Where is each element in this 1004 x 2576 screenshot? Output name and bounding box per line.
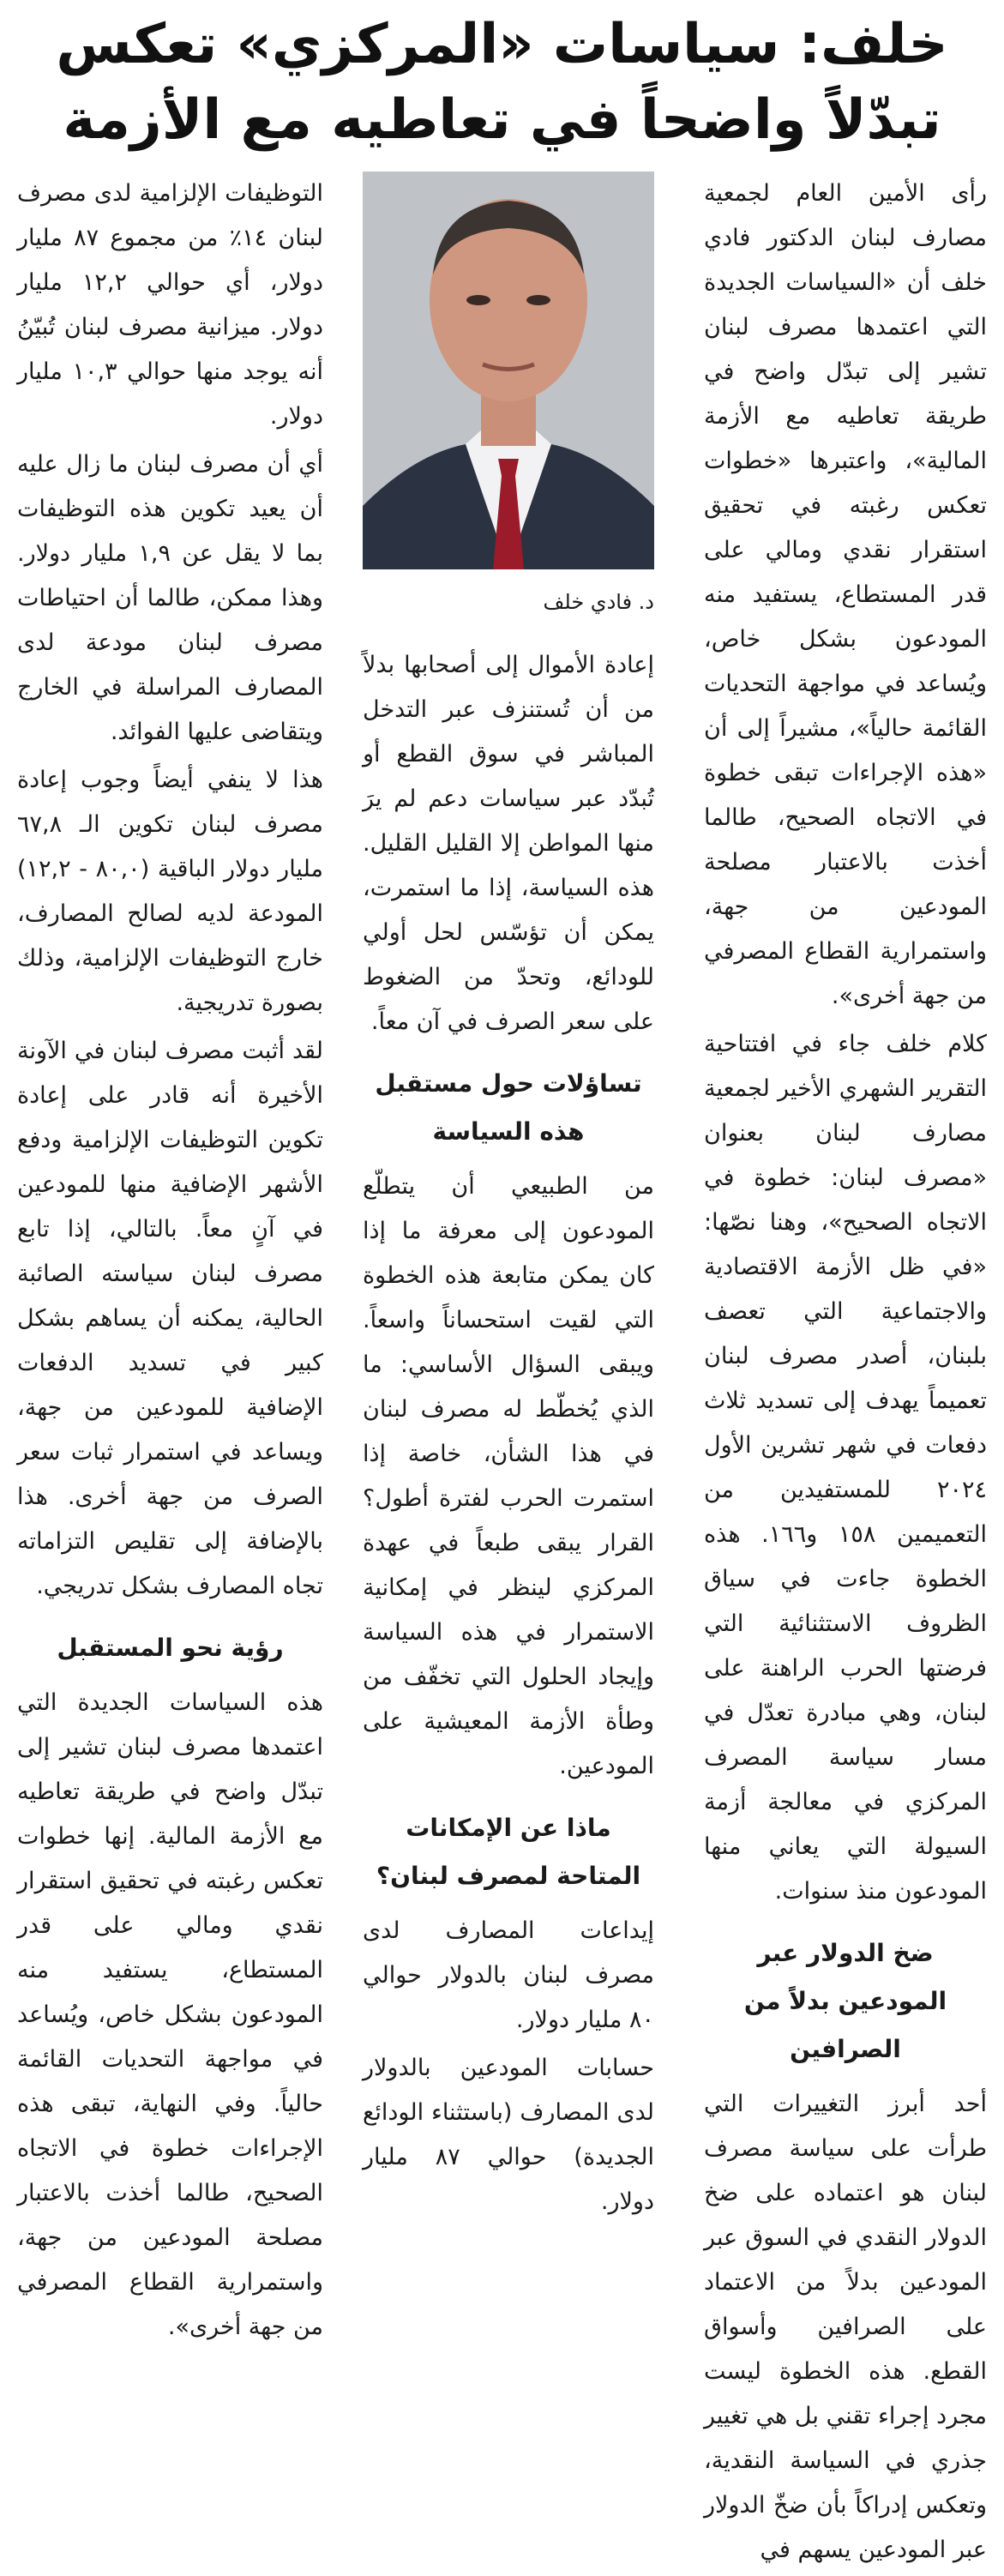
- paragraph: رأى الأمين العام لجمعية مصارف لبنان الدكتور فادي خلف أن «السياسات الجديدة التي اعتمدها مصرف لبنان تشير إلى تبدّل واضح في طريقة تعاطيه مع الأزمة المالية»، واعتبرها «خطوات تعكس رغبته في تحقيق استقرار نقدي ومالي على قدر المستطاع، يستفيد منه المودعون بشكل خاص، ويُساعد في مواجهة التحديات القائمة حالياً»، مشيراً إلى أن «هذه الإجراءات تبقى خطوة في الاتجاه الصحيح، طالما أخذت بالاعتبار مصلحة المودعين من جهة، واستمرارية القطاع المصرفي من جهة أخرى».: [704, 180, 987, 1009]
- section-heading: ضخ الدولار عبر المودعين بدلاً من الصرافين: [743, 1939, 947, 2063]
- column-left: [17, 172, 323, 2353]
- portrait-illustration: [363, 172, 654, 569]
- paragraph: أي أن مصرف لبنان ما زال عليه أن يعيد تكوين هذه التوظيفات بما لا يقل عن ١,٩ مليار دولار. وهذا ممكن، طالما أن احتياطات مصرف لبنان مودعة لدى المصارف المراسلة في الخارج ويتقاضى عليها الفوائد.: [17, 451, 323, 745]
- column-middle: [363, 643, 654, 2228]
- paragraph: هذه السياسات الجديدة التي اعتمدها مصرف لبنان تشير إلى تبدّل واضح في طريقة تعاطيه مع الأزمة المالية. إنها خطوات تعكس رغبته في تحقيق استقرار نقدي ومالي على قدر المستطاع، يستفيد منه المودعون بشكل خاص، ويُساعد في مواجهة التحديات القائمة حالياً. وفي النهاية، تبقى هذه الإجراءات خطوة في الاتجاه الصحيح، طالما أخذت بالاعتبار مصلحة المودعين من جهة، واستمرارية القطاع المصرفي من جهة أخرى».: [17, 1689, 323, 2340]
- section-heading: تساؤلات حول مستقبل هذه السياسة: [375, 1069, 642, 1146]
- paragraph: لقد أثبت مصرف لبنان في الآونة الأخيرة أنه قادر على إعادة تكوين التوظيفات الإلزامية ودفع الأشهر الإضافية منها للمودعين في آنٍ معاً. بالتالي، إذا تابع مصرف لبنان سياسته الصائبة الحالية، يمكنه أن يساهم بشكل كبير في تسديد الدفعات الإضافية للمودعين من جهة، ويساعد في استمرار ثبات سعر الصرف من جهة أخرى. هذا بالإضافة إلى تقليص التزاماته تجاه المصارف بشكل تدريجي.: [17, 1038, 323, 1599]
- section-heading: رؤية نحو المستقبل: [57, 1634, 284, 1662]
- paragraph: حسابات المودعين بالدولار لدى المصارف (باستثناء الودائع الجديدة) حوالي ٨٧ مليار دولار.: [363, 2055, 654, 2215]
- paragraph: إعادة الأموال إلى أصحابها بدلاً من أن تُستنزف عبر التدخل المباشر في سوق القطع أو تُبدّد عبر سياسات دعم لم يرَ منها المواطن إلا القليل القليل. هذه السياسة، إذا ما استمرت، يمكن أن تؤسّس لحل أولي للودائع، وتحدّ من الضغوط على سعر الصرف في آن معاً.: [363, 652, 654, 1035]
- portrait-photo: [363, 172, 654, 569]
- paragraph: التوظيفات الإلزامية لدى مصرف لبنان ١٤٪ من مجموع ٨٧ مليار دولار، أي حوالي ١٢,٢ مليار دولار. ميزانية مصرف لبنان تُبيّنُ أنه يوجد منها حوالي ١٠,٣ مليار دولار.: [17, 180, 323, 430]
- paragraph: هذا لا ينفي أيضاً وجوب إعادة مصرف لبنان تكوين الـ ٦٧,٨ مليار دولار الباقية (٨٠,٠ - ١٢,٢) المودعة لديه لصالح المصارف، خارج التوظيفات الإلزامية، وذلك بصورة تدريجية.: [17, 767, 323, 1016]
- paragraph: إيداعات المصارف لدى مصرف لبنان بالدولار حوالي ٨٠ مليار دولار.: [363, 1917, 654, 2033]
- paragraph: أحد أبرز التغييرات التي طرأت على سياسة مصرف لبنان هو اعتماده على ضخ الدولار النقدي في السوق عبر المودعين بدلاً من الاعتماد على الصرافين وأسواق القطع. هذه الخطوة ليست مجرد إجراء تقني بل هي تغيير جذري في السياسة النقدية، وتعكس إدراكاً بأن ضخّ الدولار عبر المودعين يسهم في: [704, 2091, 987, 2563]
- section-heading: ماذا عن الإمكانات المتاحة لمصرف لبنان؟: [376, 1814, 641, 1890]
- column-right: [704, 172, 987, 2576]
- paragraph: من الطبيعي أن يتطلّع المودعون إلى معرفة ما إذا كان يمكن متابعة هذه الخطوة التي لقيت استحساناً واسعاً. ويبقى السؤال الأساسي: ما الذي يُخطّط له مصرف لبنان في هذا الشأن، خاصة إذا استمرت الحرب لفترة أطول؟ القرار يبقى طبعاً في عهدة المركزي لينظر في إمكانية الاستمرار في هذه السياسة وإيجاد الحلول التي تخفّف من وطأة الأزمة المعيشية على المودعين.: [363, 1173, 654, 1779]
- headline: خلف: سياسات «المركزي» تعكس تبدّلاً واضحاً في تعاطيه مع الأزمة: [56, 13, 948, 152]
- photo-caption: د. فادي خلف: [543, 590, 654, 614]
- paragraph: كلام خلف جاء في افتتاحية التقرير الشهري الأخير لجمعية مصارف لبنان بعنوان «مصرف لبنان: خطوة في الاتجاه الصحيح»، وهنا نصّها: «في ظل الأزمة الاقتصادية والاجتماعية التي تعصف بلبنان، أصدر مصرف لبنان تعميماً يهدف إلى تسديد ثلاث دفعات في شهر تشرين الأول ٢٠٢٤ للمستفيدين من التعميمين ١٥٨ و١٦٦. هذه الخطوة جاءت في سياق الظروف الاستثنائية التي فرضتها الحرب الراهنة على لبنان، وهي مبادرة تعدّل في مسار سياسة المصرف المركزي في معالجة أزمة السيولة التي يعاني منها المودعون منذ سنوات.: [704, 1031, 987, 1905]
